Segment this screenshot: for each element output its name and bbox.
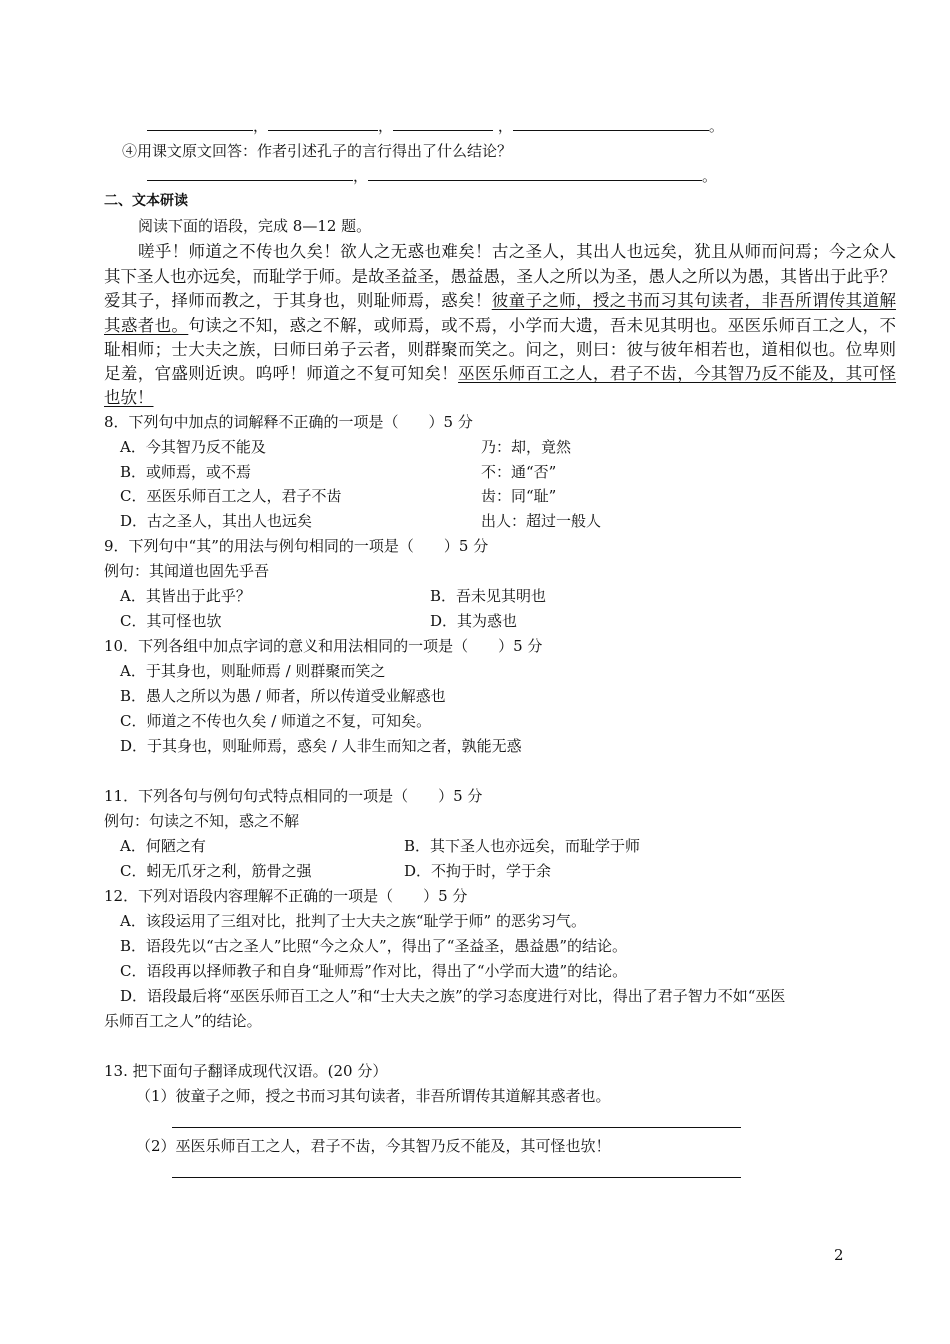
q11-option-b[interactable]: B．其下圣人也亦远矣，而耻学于师 — [404, 837, 641, 855]
passage-line: 耻相师；士大夫之族，曰师曰弟子云者，则群聚而笑之。问之，则曰：彼与彼年相若也，道相似也。位卑则 — [104, 340, 896, 359]
passage-line: 嗟乎！师道之不传也久矣！欲人之无惑也难矣！古之圣人，其出人也远矣，犹且从师而问焉；今之众人 — [138, 242, 896, 261]
q13-answer-line-2[interactable] — [172, 1177, 741, 1178]
q9-option-c[interactable]: C．其可怪也欤 — [120, 612, 222, 630]
q10-option-a[interactable]: A．于其身也，则耻师焉 / 则群聚而笑之 — [120, 662, 386, 680]
underlined-sentence: 巫医乐师百工之人，君子不齿，今其智乃反不能及，其可怪 — [458, 364, 897, 383]
q9-option-d[interactable]: D．其为惑也 — [430, 612, 518, 630]
underlined-sentence: 彼童子之师，授之书而习其句读者，非吾所谓传其道解 — [491, 291, 897, 310]
page-number: 2 — [834, 1246, 844, 1264]
q10-stem: 10．下列各组中加点字词的意义和用法相同的一项是（ ）5 分 — [104, 637, 543, 655]
q11-option-d[interactable]: D．不拘于时，学于余 — [404, 862, 552, 880]
q13-stem: 13. 把下面句子翻译成现代汉语。(20 分） — [104, 1062, 388, 1080]
q8-option-d-gloss: 出人：超过一般人 — [481, 512, 602, 530]
q8-option-c[interactable]: C．巫医乐师百工之人，君子不齿 — [120, 487, 342, 505]
passage-line — [104, 386, 896, 410]
q12-option-a[interactable]: A．该段运用了三组对比，批判了士大夫之族“耻学于师” 的恶劣习气。 — [120, 912, 586, 930]
q8-option-b-gloss: 不：通“否” — [481, 463, 557, 481]
q12-option-d-continued: 乐师百工之人”的结论。 — [104, 1012, 262, 1030]
q8-option-a[interactable]: A．今其智乃反不能及 — [120, 438, 266, 456]
q9-option-b[interactable]: B．吾未见其明也 — [430, 587, 547, 605]
passage-line: 其惑者也。句读之不知，惑之不解，或师焉，或不焉，小学而大遗，吾未见其明也。巫医乐师百工之人，不 — [104, 316, 897, 335]
q4-answer-line: ， 。 — [147, 166, 717, 186]
answer-blank[interactable] — [268, 116, 378, 131]
q12-stem: 12．下列对语段内容理解不正确的一项是（ ）5 分 — [104, 887, 468, 905]
q10-option-d[interactable]: D．于其身也，则耻师焉，惑矣 / 人非生而知之者，孰能无惑 — [120, 737, 522, 755]
underlined-sentence: 也欤！ — [104, 388, 154, 407]
q9-example: 例句：其闻道也固先乎吾 — [104, 562, 270, 580]
section-instruction: 阅读下面的语段，完成 8—12 题。 — [138, 217, 372, 235]
q11-stem: 11．下列各句与例句句式特点相同的一项是（ ）5 分 — [104, 787, 483, 805]
q8-option-a-gloss: 乃：却，竟然 — [481, 438, 572, 456]
q11-option-c[interactable]: C．蚓无爪牙之利，筋骨之强 — [120, 862, 312, 880]
q8-option-c-gloss: 齿：同“耻” — [481, 487, 557, 505]
section-heading: 二、文本研读 — [104, 193, 188, 209]
answer-blank[interactable] — [513, 116, 709, 131]
answer-blank[interactable] — [147, 116, 253, 131]
q8-option-b[interactable]: B．或师焉，或不焉 — [120, 463, 252, 481]
answer-blank[interactable] — [393, 116, 493, 131]
q10-option-c[interactable]: C．师道之不传也久矣 / 师道之不复，可知矣。 — [120, 712, 432, 730]
q13-answer-line-1[interactable] — [172, 1127, 741, 1128]
underlined-sentence: 其惑者也。 — [104, 316, 189, 335]
q10-option-b[interactable]: B．愚人之所以为愚 / 师者，所以传道受业解惑也 — [120, 687, 446, 705]
q13-item-2: （2）巫医乐师百工之人，君子不齿，今其智乃反不能及，其可怪也欤！ — [136, 1137, 611, 1155]
q11-example: 例句：句读之不知，惑之不解 — [104, 812, 300, 830]
q8-stem: 8．下列句中加点的词解释不正确的一项是（ ）5 分 — [104, 413, 473, 431]
q12-option-d[interactable]: D．语段最后将“巫医乐师百工之人”和“士大夫之族”的学习态度进行对比，得出了君子智力不如“巫医 — [120, 987, 786, 1005]
passage-line: 爱其子，择师而教之，于其身也，则耻师焉，惑矣！彼童子之师，授之书而习其句读者，非吾所谓传其道解 — [104, 291, 897, 310]
q3-answer-line: ， ， ， 。 — [147, 116, 724, 136]
q9-stem: 9．下列句中“其”的用法与例句相同的一项是（ ）5 分 — [104, 537, 489, 555]
q11-option-a[interactable]: A．何陋之有 — [120, 837, 206, 855]
q13-item-1: （1）彼童子之师，授之书而习其句读者，非吾所谓传其道解其惑者也。 — [136, 1087, 611, 1105]
q8-option-d[interactable]: D．古之圣人，其出人也远矣 — [120, 512, 313, 530]
q4-text: ④用课文原文回答：作者引述孔子的言行得出了什么结论？ — [122, 142, 513, 160]
passage-line: 足羞，官盛则近谀。呜呼！师道之不复可知矣！巫医乐师百工之人，君子不齿，今其智乃反不能及，其可怪 — [104, 364, 897, 383]
answer-blank[interactable] — [368, 166, 702, 181]
q12-option-c[interactable]: C．语段再以择师教子和自身“耻师焉”作对比，得出了“小学而大遗”的结论。 — [120, 962, 628, 980]
answer-blank[interactable] — [147, 166, 353, 181]
passage-line: 其下圣人也亦远矣，而耻学于师。是故圣益圣，愚益愚，圣人之所以为圣，愚人之所以为愚，其皆出于此乎？ — [104, 267, 896, 286]
q12-option-b[interactable]: B．语段先以“古之圣人”比照“今之众人”，得出了“圣益圣，愚益愚”的结论。 — [120, 937, 628, 955]
q9-option-a[interactable]: A．其皆出于此乎？ — [120, 587, 251, 605]
